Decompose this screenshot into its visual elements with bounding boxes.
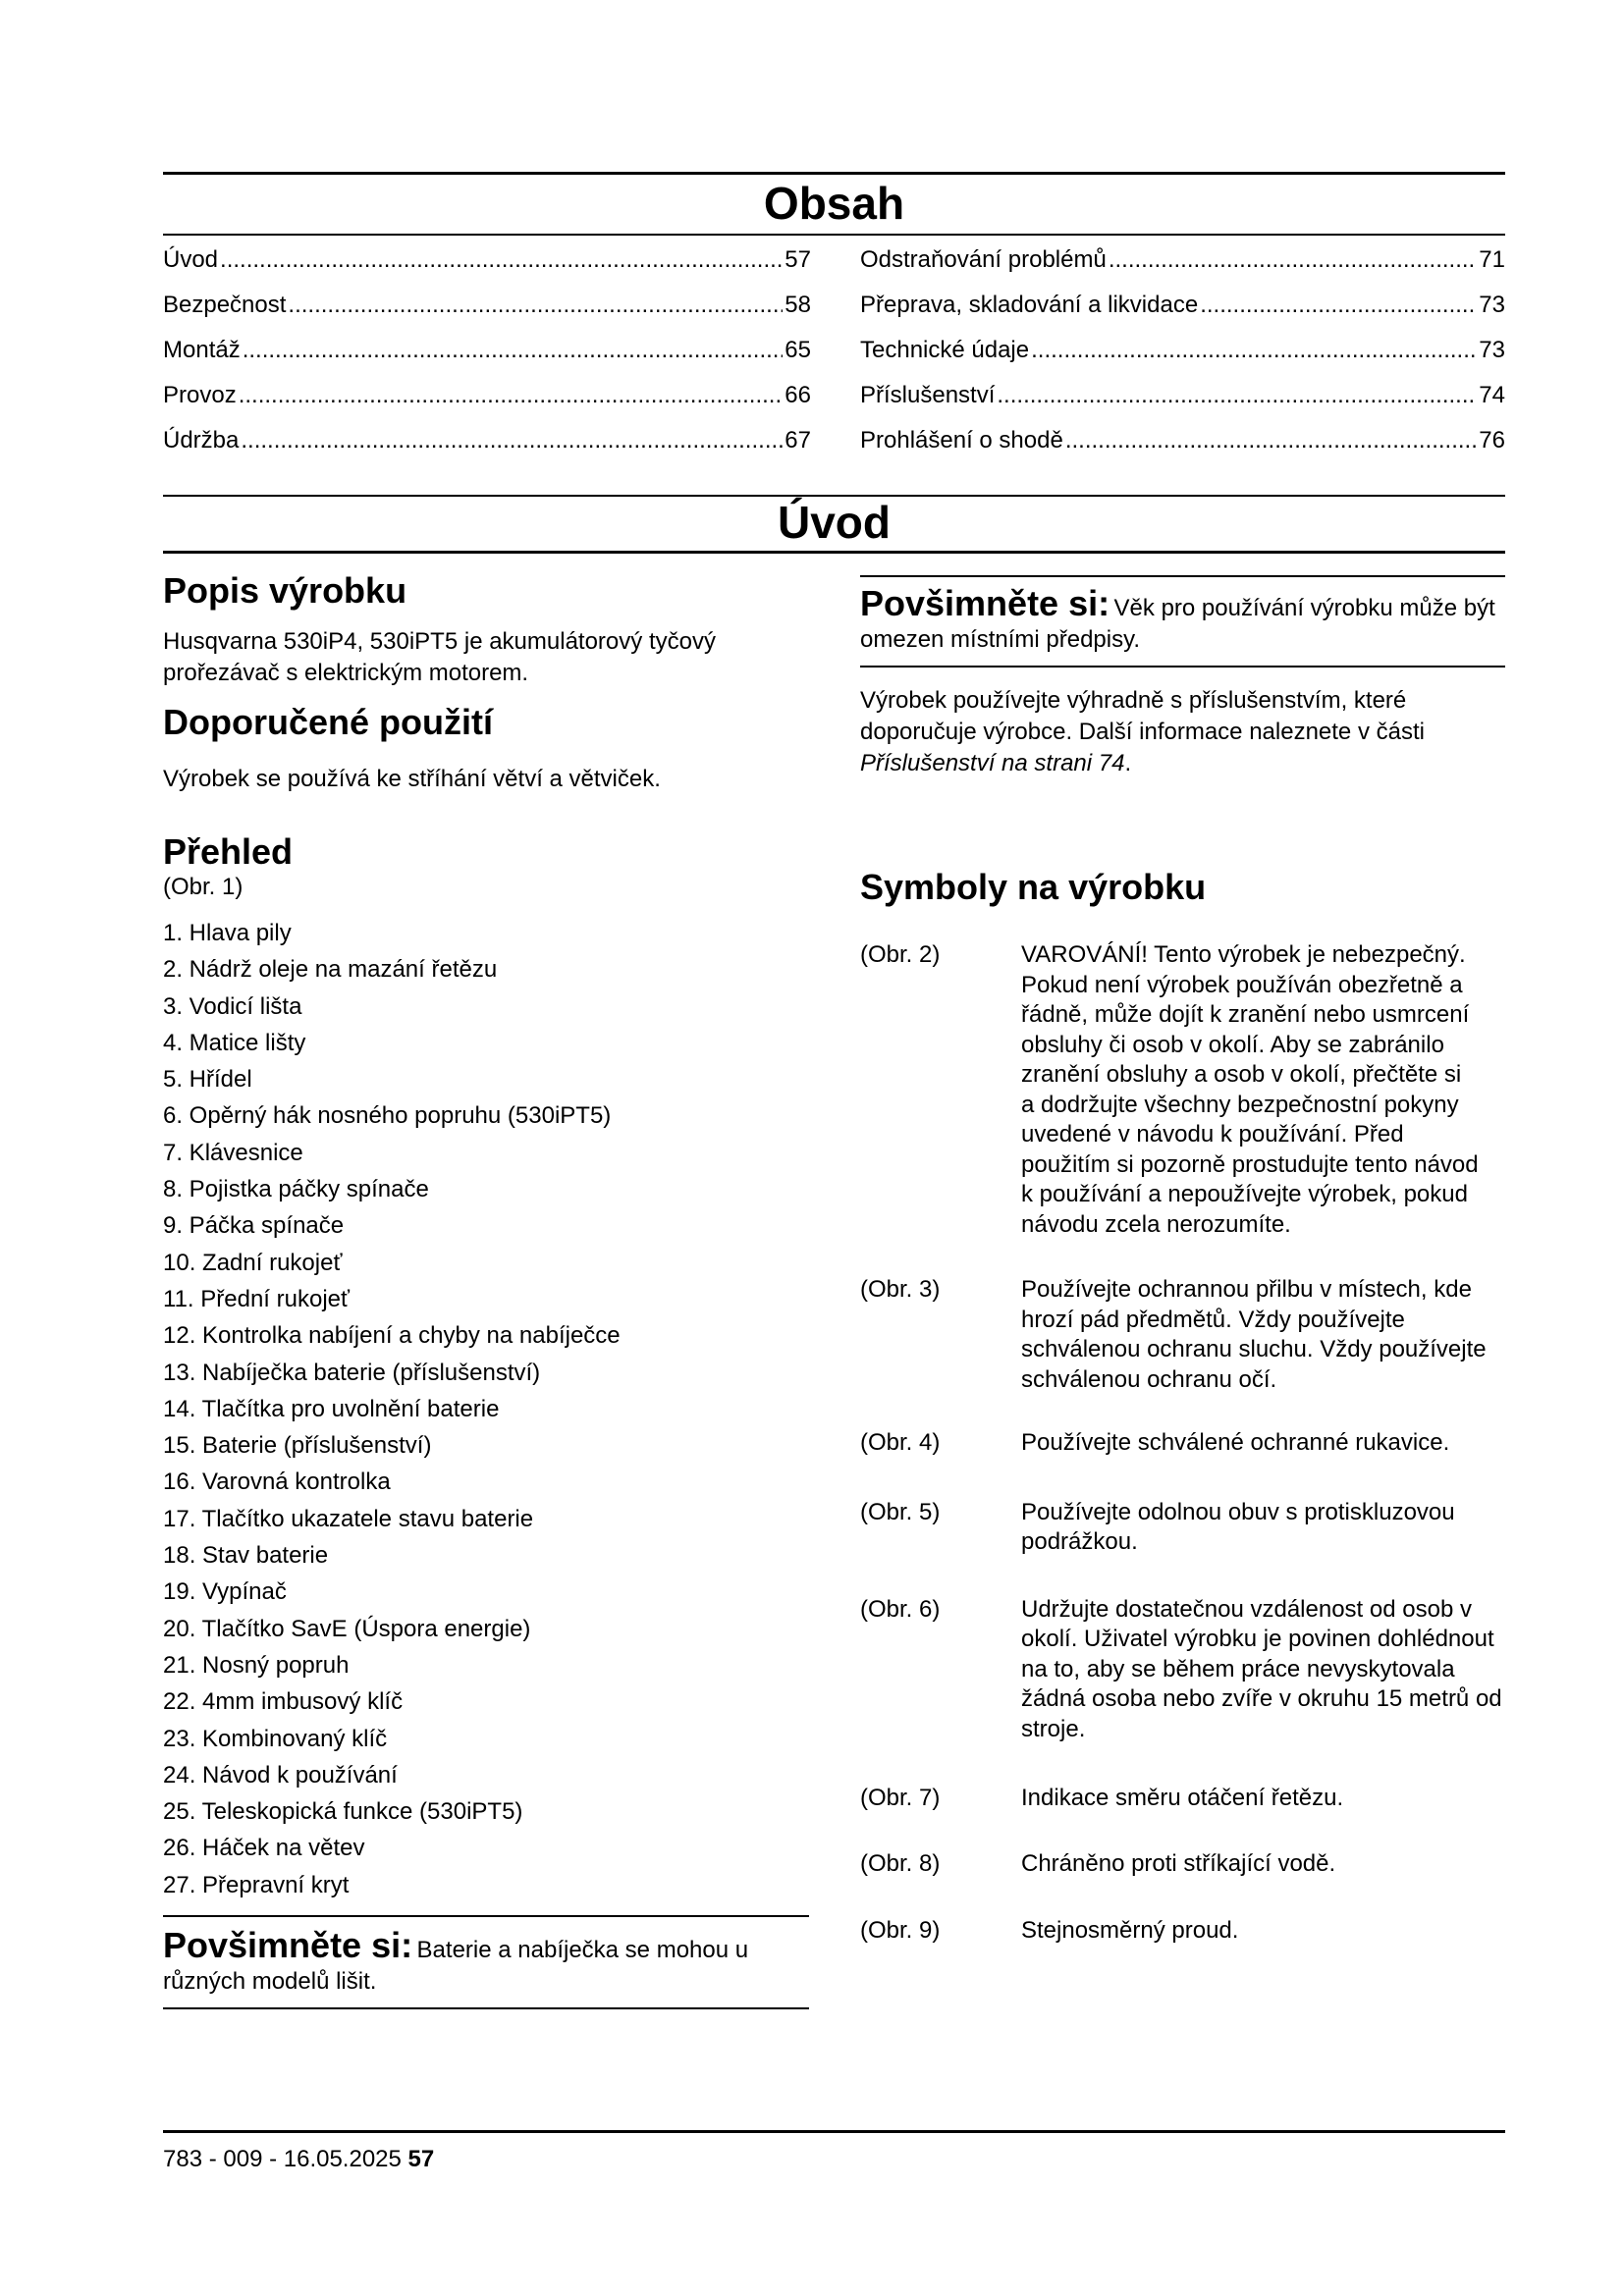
list-item: 16. Varovná kontrolka [163,1468,391,1496]
toc-entry-page: 71 [1479,246,1505,273]
symbol-ref: (Obr. 4) [860,1429,941,1456]
list-item: 11. Přední rukojeť [163,1285,350,1312]
toc-leader [1109,245,1477,275]
accessories-text-end: . [1124,750,1132,776]
toc-entry[interactable] [163,381,811,426]
toc-bottom-rule [163,234,1505,236]
toc-entry[interactable] [860,426,1505,471]
toc-leader [1065,426,1477,455]
list-item: 4. Matice lišty [163,1029,306,1056]
toc-entry-label: Bezpečnost [163,292,287,318]
symbol-row [860,1784,1505,1814]
toc-entry-page: 57 [785,246,811,273]
toc-leader [997,381,1477,410]
list-item: 9. Páčka spínače [163,1212,345,1240]
toc-entry[interactable] [163,336,811,381]
symbol-ref: (Obr. 7) [860,1785,941,1811]
accessories-text-part: Výrobek používejte výhradně s příslušenstvím, které doporučuje výrobce. Další informace naleznete v části [860,687,1425,745]
list-item: 1. Hlava pily [163,920,292,946]
symbol-ref: (Obr. 8) [860,1849,941,1877]
toc-entry-label: Montáž [163,337,241,363]
list-item: 25. Teleskopická funkce (530iPT5) [163,1798,523,1826]
left-column [163,569,811,2009]
note-text: Věk pro používání výrobku může být omezen místními předpisy. [860,595,1495,653]
list-item: 10. Zadní rukojeť [163,1249,343,1276]
toc-entry-label: Provoz [163,382,237,408]
accessories-text [860,685,1505,779]
symbol-desc: Stejnosměrný proud. [1021,1917,1239,1944]
right-column [860,575,1505,1947]
list-item: 7. Klávesnice [163,1139,303,1166]
intended-use-heading: Doporučené použití [163,702,493,742]
note-text: Baterie a nabíječka se mohou u různých modelů lišit. [163,1937,749,1996]
toc-entry[interactable] [860,245,1505,291]
toc-entry[interactable] [860,381,1505,426]
toc-leader [243,336,784,365]
toc-leader [239,381,784,410]
symbol-desc: Používejte ochrannou přilbu v místech, kde hrozí pád předmětů. Vždy používejte schválenou ochranu sluchu. Vždy používejte schválenou ochranu očí. [1021,1276,1487,1393]
symbol-row [860,1428,1505,1459]
toc-leader [220,245,783,275]
list-item: 18. Stav baterie [163,1542,329,1570]
toc-entry-label: Údržba [163,427,240,454]
symbols-table [860,940,1505,1947]
symbol-ref: (Obr. 3) [860,1276,941,1303]
note-title: Povšimněte si: [860,583,1110,623]
symbol-desc: Chráněno proti stříkající vodě. [1021,1849,1336,1877]
list-item: 2. Nádrž oleje na mazání řetězu [163,956,498,984]
list-item: 17. Tlačítko ukazatele stavu baterie [163,1505,534,1532]
list-item: 8. Pojistka páčky spínače [163,1176,429,1203]
toc-entry-page: 73 [1479,337,1505,363]
list-item: 5. Hřídel [163,1066,252,1094]
overview-heading: Přehled [163,831,294,872]
toc-entry-label: Přeprava, skladování a likvidace [860,292,1199,318]
list-item: 23. Kombinovaný klíč [163,1725,388,1752]
toc-leader [1031,336,1477,365]
toc-entry-page: 74 [1479,382,1505,408]
list-item: 14. Tlačítka pro uvolnění baterie [163,1395,500,1422]
toc-entry-label: Technické údaje [860,337,1030,363]
toc-leader [288,291,783,320]
list-item: 20. Tlačítko SavE (Úspora energie) [163,1615,531,1642]
symbol-desc: Udržujte dostatečnou vzdálenost od osob v okolí. Uživatel výrobku je povinen dohlédnout na to, aby se během práce nevyskytovala žádná osoba nebo zvíře v okruhu 15 metrů od stroje. [1021,1595,1502,1742]
list-item: 6. Opěrný hák nosného popruhu (530iPT5) [163,1102,612,1130]
list-item: 27. Přepravní kryt [163,1871,350,1898]
toc-entry-page: 65 [785,337,811,363]
symbol-row [860,1498,1505,1558]
note-title: Povšimněte si: [163,1925,413,1966]
symbol-row [860,940,1505,1240]
list-item: 22. 4mm imbusový klíč [163,1688,404,1716]
intended-use-text: Výrobek se používá ke stříhání větví a větviček. [163,766,661,792]
symbol-row [860,1849,1505,1880]
list-item: 24. Návod k používání [163,1761,398,1789]
symbol-ref: (Obr. 6) [860,1595,941,1623]
note-left [163,1915,809,2009]
accessories-link[interactable]: Příslušenství na strani 74 [860,750,1125,776]
list-item: 12. Kontrolka nabíjení a chyby na nabíječce [163,1322,621,1350]
symbol-desc: Používejte schválené ochranné rukavice. [1021,1429,1450,1456]
footer-doc-id: 783 - 009 - 16.05.2025 [163,2146,402,2172]
footer-page-number: 57 [407,2146,435,2172]
toc-entry-page: 66 [785,382,811,408]
product-description-text: Husqvarna 530iP4, 530iPT5 je akumulátorový tyčový prořezávač s elektrickým motorem. [163,628,716,686]
overview-figure-ref: (Obr. 1) [163,874,244,900]
product-description-heading: Popis výrobku [163,570,407,611]
symbol-desc: Používejte odolnou obuv s protiskluzovou podrážkou. [1021,1498,1455,1555]
toc-entry-page: 76 [1479,427,1505,454]
list-item: 21. Nosný popruh [163,1651,350,1679]
symbol-ref: (Obr. 5) [860,1498,941,1525]
toc-entry-label: Odstraňování problémů [860,246,1107,273]
toc-entry-label: Úvod [163,246,219,273]
symbol-desc: VAROVÁNÍ! Tento výrobek je nebezpečný. Pokud není výrobek používán obezřetně a řádně, může dojít k zranění nebo usmrcení obsluhy či osob v okolí. Aby se zabránilo zranění obsluhy a osob v okolí, přečtěte si a dodržujte všechny bezpečnostní pokyny uvedené v návodu k používání. Před použitím si pozorně prostudujte tento návod k používání a nepoužívejte výrobek, pokud návodu zcela nerozumíte. [1021,941,1479,1238]
list-item: 15. Baterie (příslušenství) [163,1432,432,1460]
symbols-heading: Symboly na výrobku [860,867,1207,907]
toc-left-column [163,245,811,471]
intro-title: Úvod [778,497,891,548]
toc-entry[interactable] [860,291,1505,336]
toc-leader [1200,291,1477,320]
symbol-row [860,1595,1505,1745]
symbol-row [860,1275,1505,1395]
toc-leader [241,426,783,455]
toc-entry-page: 73 [1479,292,1505,318]
intro-bottom-rule [163,551,1505,554]
symbol-ref: (Obr. 2) [860,941,941,968]
toc-entry[interactable] [860,336,1505,381]
list-item: 13. Nabíječka baterie (příslušenství) [163,1359,541,1386]
toc-entry[interactable] [163,291,811,336]
symbol-desc: Indikace směru otáčení řetězu. [1021,1785,1344,1811]
toc-entry-label: Prohlášení o shodě [860,427,1063,454]
footer-rule [163,2130,1505,2133]
toc-right-column [860,245,1505,471]
toc-entry[interactable] [163,426,811,471]
note-right [860,575,1505,667]
overview-list [163,915,811,1903]
toc-top-rule [163,172,1505,175]
toc-entry-label: Příslušenství [860,382,996,408]
toc-entry-page: 58 [785,292,811,318]
list-item: 26. Háček na větev [163,1835,365,1862]
toc-entry-page: 67 [785,427,811,454]
toc-title: Obsah [763,178,905,229]
page-footer [163,2146,434,2173]
list-item: 3. Vodicí lišta [163,992,302,1020]
symbol-ref: (Obr. 9) [860,1917,941,1944]
toc-entry[interactable] [163,245,811,291]
list-item: 19. Vypínač [163,1578,287,1606]
symbol-row [860,1916,1505,1947]
